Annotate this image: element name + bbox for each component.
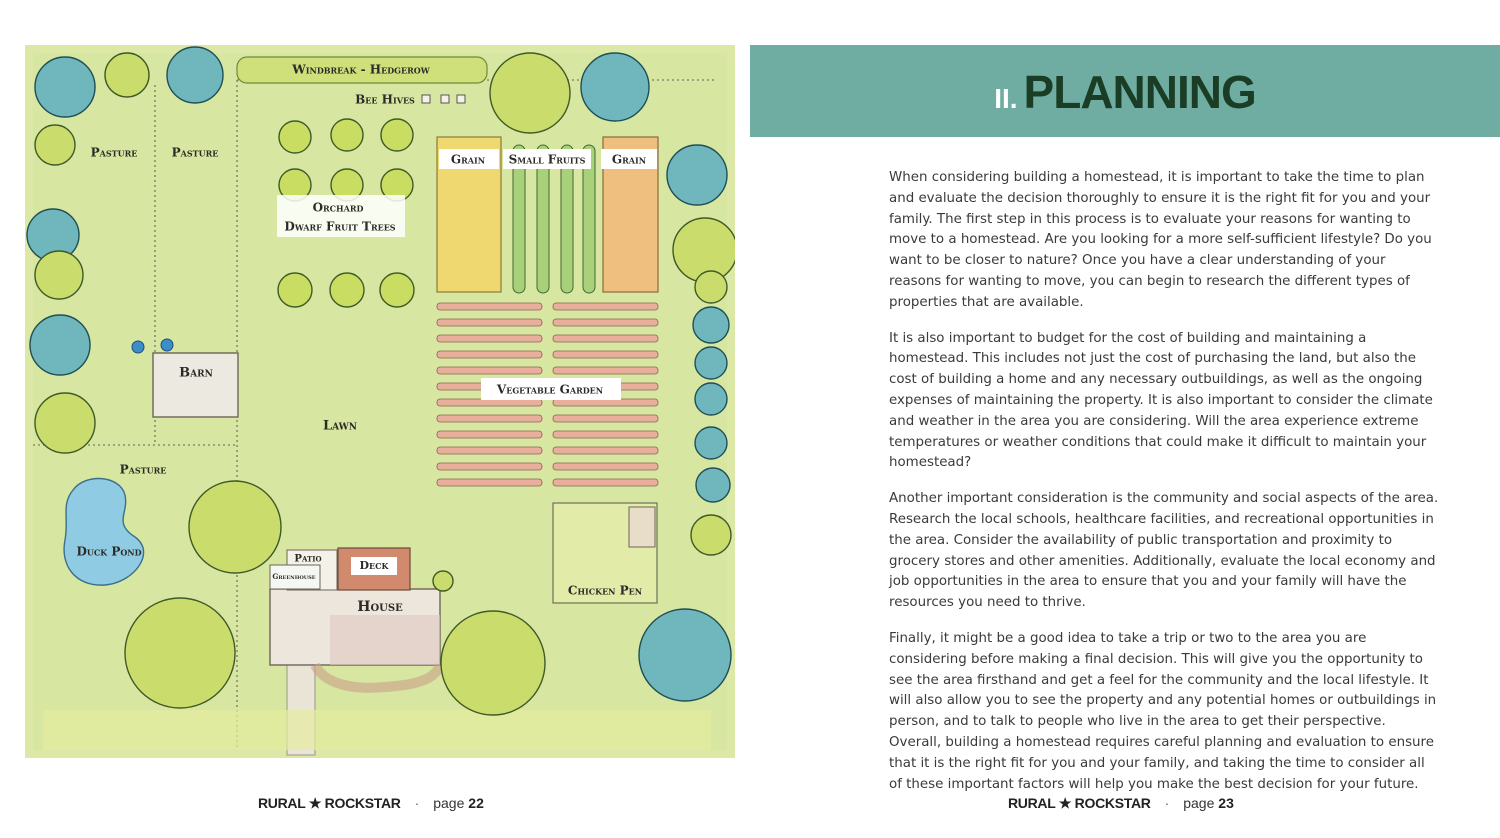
label-bee-hives: Bee Hives bbox=[355, 92, 415, 107]
section-heading bbox=[750, 65, 1500, 119]
footer-separator: · bbox=[1164, 795, 1170, 811]
label-greenhouse: Greenhouse bbox=[272, 572, 316, 581]
label-deck: Deck bbox=[359, 559, 389, 572]
label-grain-2: Grain bbox=[611, 152, 647, 167]
label-dwarf-fruit-trees: Dwarf Fruit Trees bbox=[284, 219, 396, 234]
footer-page-number: 23 bbox=[1218, 795, 1234, 811]
label-house: House bbox=[357, 599, 403, 615]
label-orchard: Orchard bbox=[312, 200, 364, 215]
homestead-plan-illustration bbox=[25, 45, 735, 758]
label-pasture-2: Pasture bbox=[171, 145, 219, 160]
paragraph: Finally, it might be a good idea to take a trip or two to the area you are considering before making a final decision. This will give you the opportunity to see the area firsthand and get a feel for the community and the local lifestyle. It will also allow you to see the property and any potential homes or outbuildings in person, and to talk to people who live in the area to get their perspective. Overall, building a homestead requires careful planning and evaluation to ensure that it is the right fit for you and your family, and taking the time to consider all of these important factors will help you make the best decision for your future. bbox=[889, 630, 1437, 792]
water-trough bbox=[161, 339, 173, 351]
bottom-verge bbox=[43, 710, 711, 750]
section-header-banner bbox=[750, 45, 1500, 137]
footer-page-number: 22 bbox=[468, 795, 484, 811]
footer-left bbox=[258, 795, 484, 812]
barn-building bbox=[153, 353, 238, 417]
bee-hive-boxes bbox=[422, 95, 465, 103]
body-text bbox=[889, 168, 1441, 810]
label-patio: Patio bbox=[294, 553, 322, 565]
footer-separator: · bbox=[414, 795, 420, 811]
label-duck-pond: Duck Pond bbox=[76, 544, 142, 559]
label-chicken-pen: Chicken Pen bbox=[567, 583, 643, 598]
label-lawn: Lawn bbox=[322, 418, 358, 434]
footer-page-label: page bbox=[1183, 795, 1215, 811]
label-vegetable-garden: Vegetable Garden bbox=[496, 382, 604, 397]
label-grain-1: Grain bbox=[450, 152, 486, 167]
house-roof-accent bbox=[330, 615, 440, 665]
paragraph: When considering building a homestead, it is important to take the time to plan and evaluate the decision thoroughly to ensure it is the right fit for you and your family. The first step in this process is to evaluate your reasons for wanting to move to a homestead. Are you looking for a more self-sufficient lifestyle? Do you want to be closer to nature? Once you have a clear understanding of your reasons for wanting to move, you can begin to research the different types of properties that are available. bbox=[889, 170, 1432, 310]
label-barn: Barn bbox=[179, 365, 213, 381]
section-number: II. bbox=[994, 83, 1018, 114]
label-small-fruits: Small Fruits bbox=[508, 152, 586, 167]
section-title: PLANNING bbox=[1023, 66, 1256, 118]
label-windbreak: Windbreak - Hedgerow bbox=[292, 62, 430, 77]
footer-brand: RURAL ★ ROCKSTAR bbox=[258, 795, 401, 811]
footer-brand: RURAL ★ ROCKSTAR bbox=[1008, 795, 1151, 811]
footer-page-label: page bbox=[433, 795, 465, 811]
paragraph: It is also important to budget for the cost of building and maintaining a homestead. This includes not just the cost of purchasing the land, but also the cost of building a home and any necessary outbuildings, as well as the ongoing expenses of maintaining the property. It is also important to consider the climate and weather in the area you are considering. Will the area experience extreme temperatures or weather conditions that could make it difficult to maintain your homestead? bbox=[889, 330, 1433, 471]
footer-right bbox=[1008, 795, 1234, 812]
paragraph: Another important consideration is the community and social aspects of the area. Research the local schools, healthcare facilities, and recreational opportunities in the area. Consider the availability of public transportation and proximity to grocery stores and other amenities. Additionally, evaluate the local economy and job opportunities in the area to ensure that you and your family will have the resources you need to thrive. bbox=[889, 491, 1439, 611]
label-pasture-3: Pasture bbox=[119, 462, 167, 477]
water-trough bbox=[132, 341, 144, 353]
label-pasture-1: Pasture bbox=[90, 145, 138, 160]
chicken-coop bbox=[629, 507, 655, 547]
